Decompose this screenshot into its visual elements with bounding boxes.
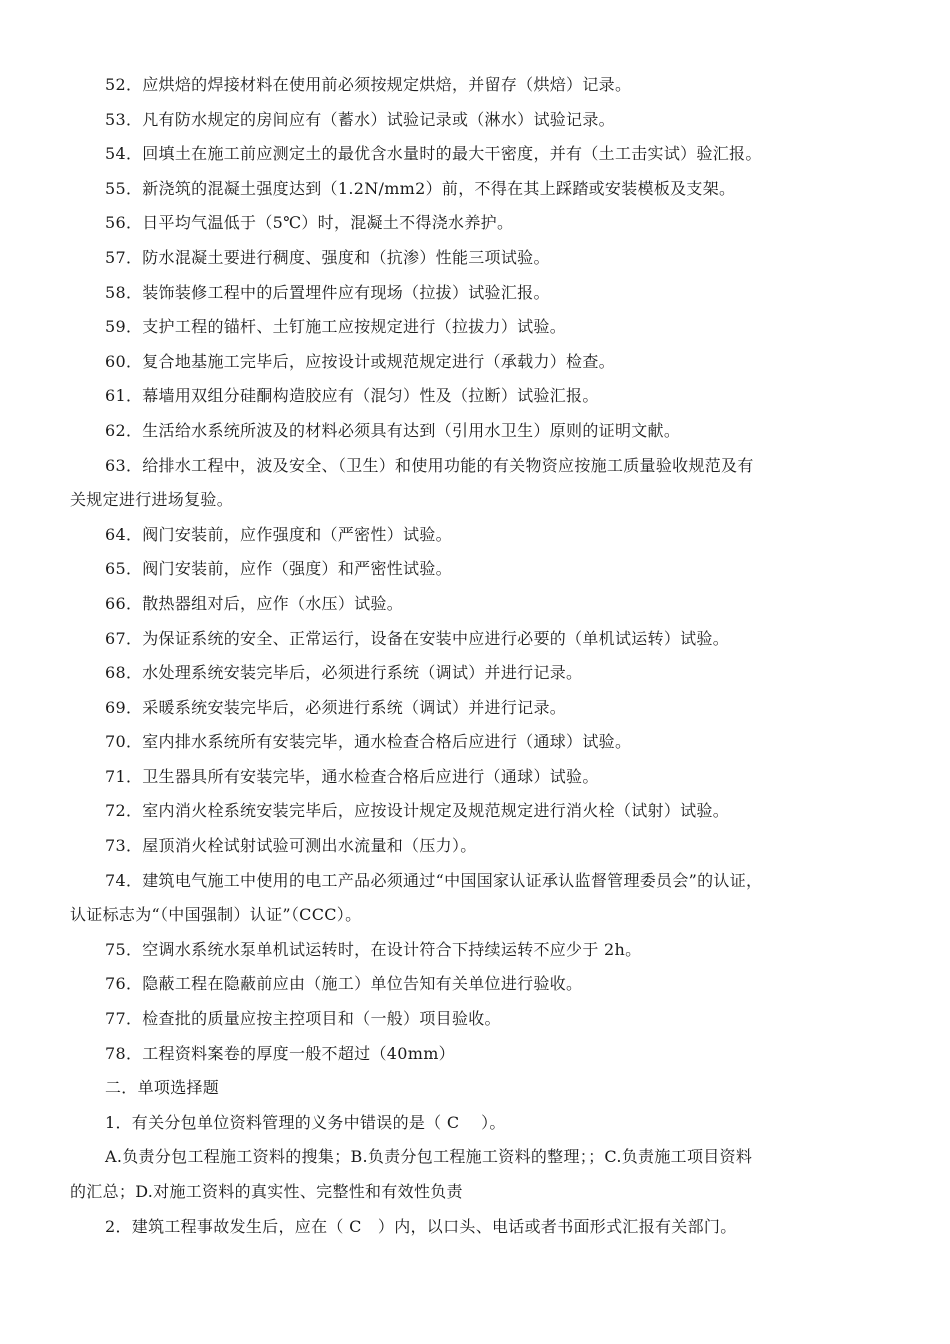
- text-line: 67．为保证系统的安全、正常运行，设备在安装中应进行必要的（单机试运转）试验。: [105, 628, 730, 648]
- text-line: 55．新浇筑的混凝土强度达到（1.2N/mm2）前，不得在其上踩踏或安装模板及支架。: [105, 178, 736, 198]
- text-line: 认证标志为“（中国强制）认证”（CCC）。: [70, 905, 362, 925]
- text-line: 75．空调水系统水泵单机试运转时，在设计符合下持续运转不应少于 2h。: [105, 939, 642, 959]
- text-line: 54．回填土在施工前应测定土的最优含水量时的最大干密度，并有（土工击实试）验汇报。: [105, 144, 762, 164]
- text-line: 77．检查批的质量应按主控项目和（一般）项目验收。: [105, 1009, 501, 1029]
- text-line: 58．装饰装修工程中的后置埋件应有现场（拉拔）试验汇报。: [105, 282, 550, 302]
- text-line: 73．屋顶消火栓试射试验可测出水流量和（压力）。: [105, 836, 477, 856]
- text-line: 69．采暖系统安装完毕后，必须进行系统（调试）并进行记录。: [105, 697, 567, 717]
- text-line: 64．阀门安装前，应作强度和（严密性）试验。: [105, 524, 452, 544]
- text-line: 68．水处理系统安装完毕后，必须进行系统（调试）并进行记录。: [105, 663, 583, 683]
- text-line: 59．支护工程的锚杆、土钉施工应按规定进行（拉拔力）试验。: [105, 317, 567, 337]
- text-line: 74．建筑电气施工中使用的电工产品必须通过“中国国家认证承认监督管理委员会”的认证，: [105, 870, 763, 890]
- text-line: 71．卫生器具所有安装完毕，通水检查合格后应进行（通球）试验。: [105, 766, 599, 786]
- text-line: 66．散热器组对后，应作（水压）试验。: [105, 593, 404, 613]
- text-line: 57．防水混凝土要进行稠度、强度和（抗渗）性能三项试验。: [105, 247, 550, 267]
- text-line: 60．复合地基施工完毕后，应按设计或规范规定进行（承载力）检查。: [105, 351, 615, 371]
- text-line: 78．工程资料案卷的厚度一般不超过（40mm）: [105, 1043, 455, 1063]
- text-line: 76．隐蔽工程在隐蔽前应由（施工）单位告知有关单位进行验收。: [105, 974, 583, 994]
- text-line: 二．单项选择题: [105, 1078, 220, 1098]
- text-line: 65．阀门安装前，应作（强度）和严密性试验。: [105, 559, 452, 579]
- text-line: 61．幕墙用双组分硅酮构造胶应有（混匀）性及（拉断）试验汇报。: [105, 386, 599, 406]
- text-line: 52．应烘焙的焊接材料在使用前必须按规定烘焙，并留存（烘焙）记录。: [105, 75, 632, 94]
- text-line: 2．建筑工程事故发生后，应在（ C ）内，以口头、电话或者书面形式汇报有关部门。: [105, 1216, 737, 1236]
- text-line: A.负责分包工程施工资料的搜集；B.负责分包工程施工资料的整理；；C.负责施工项目资料: [105, 1147, 753, 1167]
- text-line: 72．室内消火栓系统安装完毕后，应按设计规定及规范规定进行消火栓（试射）试验。: [105, 801, 730, 821]
- text-line: 1．有关分包单位资料管理的义务中错误的是（ C ）。: [105, 1112, 506, 1132]
- text-line: 的汇总；D.对施工资料的真实性、完整性和有效性负责: [70, 1182, 463, 1201]
- text-line: 70．室内排水系统所有安装完毕，通水检查合格后应进行（通球）试验。: [105, 732, 632, 752]
- text-line: 62．生活给水系统所波及的材料必须具有达到（引用水卫生）原则的证明文献。: [105, 420, 681, 440]
- text-line: 56．日平均气温低于（5℃）时，混凝土不得浇水养护。: [105, 213, 514, 233]
- text-line: 63．给排水工程中，波及安全、（卫生）和使用功能的有关物资应按施工质量验收规范及有: [105, 455, 754, 475]
- text-line: 关规定进行进场复验。: [70, 490, 234, 510]
- text-line: 53．凡有防水规定的房间应有（蓄水）试验记录或（淋水）试验记录。: [105, 109, 615, 129]
